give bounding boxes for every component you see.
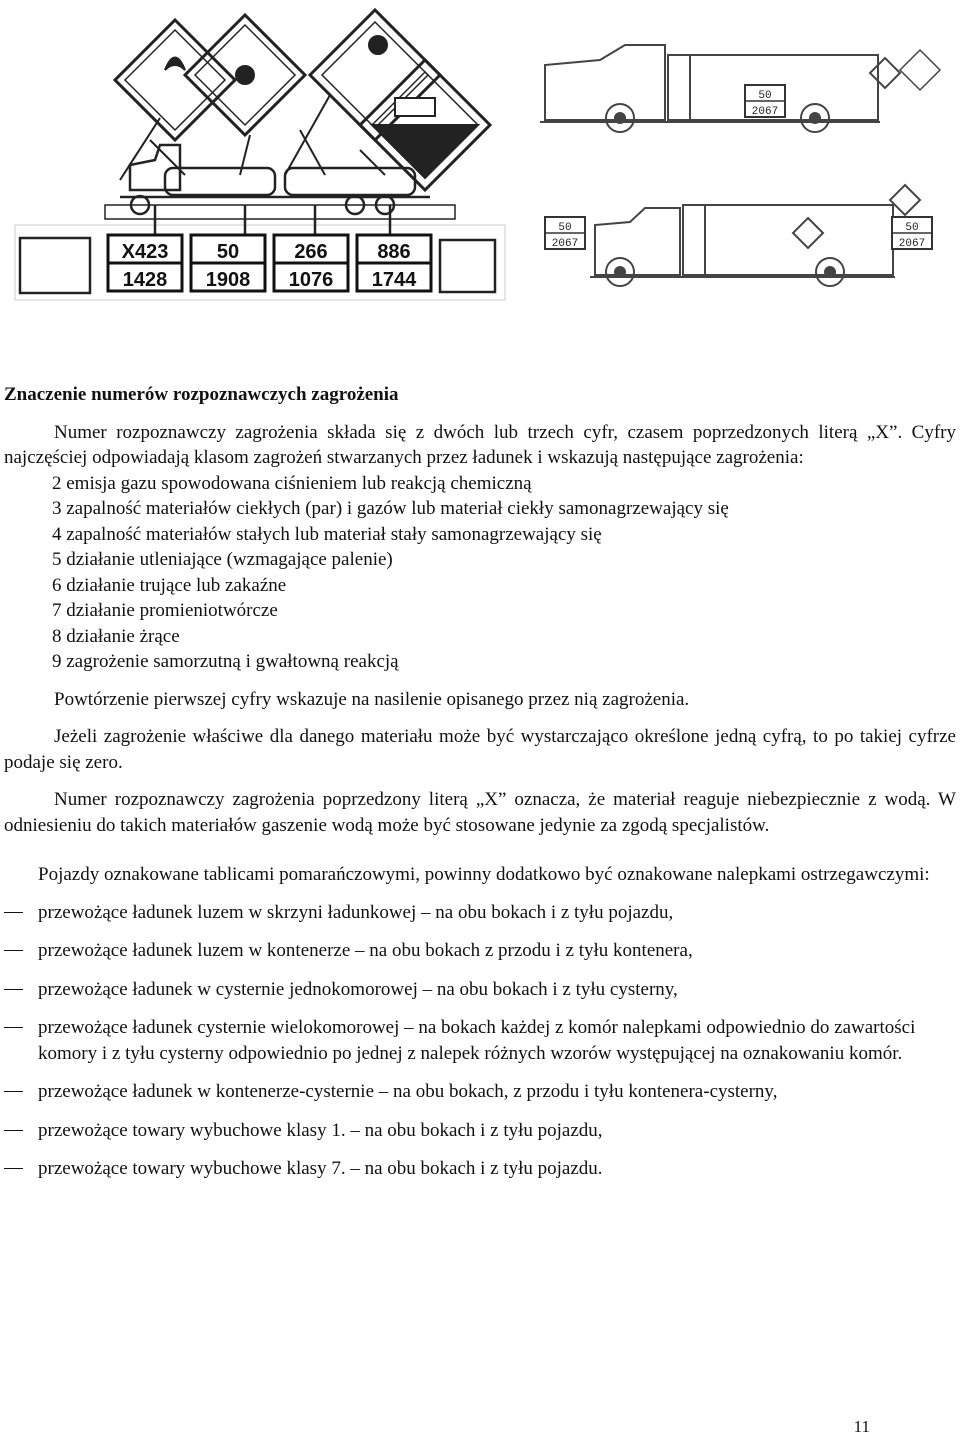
hazard-item: 2 emisja gazu spowodowana ciśnieniem lub reakcją chemiczną [52, 472, 532, 494]
hazard-item: 6 działanie trujące lub zakaźne [52, 574, 287, 596]
dump-truck-icon [540, 45, 940, 132]
list-item [4, 900, 956, 926]
dash-icon [4, 1027, 23, 1028]
plate-bottom-text: 2067 [898, 238, 926, 250]
hazard-item: 7 działanie promieniotwórcze [52, 600, 278, 621]
orange-plate [274, 235, 348, 291]
list-item [4, 1156, 956, 1182]
list-item-text: przewożące ładunek luzem w skrzyni ładunkowej – na obu bokach i z tyłu pojazdu, [38, 901, 674, 923]
dash-icon [4, 912, 23, 913]
document-body [4, 382, 956, 1195]
plate-top-text: 886 [377, 241, 411, 263]
plate-bottom-text: 1908 [205, 269, 251, 291]
orange-plate [745, 85, 785, 118]
orange-plate [892, 217, 932, 250]
plate-bottom-text: 2067 [751, 106, 779, 118]
plate-top-text: 266 [294, 241, 328, 263]
hazard-figure [0, 0, 960, 330]
list-item [4, 1015, 956, 1066]
hazard-diamond-icon [115, 20, 235, 140]
dash-icon [4, 1130, 23, 1131]
plate-top-text: 50 [905, 222, 919, 234]
list-item-text: przewożące ładunek w kontenerze-cysternie – na obu bokach, z przodu i tyłu kontenera-cysterny, [38, 1081, 778, 1102]
page-number: 11 [853, 1417, 870, 1436]
dash-icon [4, 1168, 23, 1169]
plate-top-text: 50 [558, 222, 572, 234]
tanker-truck-icon [105, 145, 455, 235]
plate-bottom-text: 1744 [371, 269, 417, 291]
list-item [4, 977, 956, 1003]
plate-top-text: 50 [216, 241, 240, 263]
hazard-item: 8 działanie żrące [52, 625, 180, 647]
list-item-text: przewożące towary wybuchowe klasy 7. – na obu bokach i z tyłu pojazdu. [38, 1158, 603, 1179]
list-item-text: przewożące ładunek w cysternie jednokomorowej – na obu bokach i z tyłu cysterny, [38, 978, 678, 1000]
dash-icon [4, 989, 23, 990]
hazard-diamond-icon [310, 10, 440, 140]
intro-paragraph: Numer rozpoznawczy zagrożenia składa się z dwóch lub trzech cyfr, czasem poprzedzonych literą „X”. Cyfry najczęściej odpowiadają klasom zagrożeń stwarzanych przez ładunek i wskazują następujące zagrożenia: [4, 421, 956, 468]
dump-truck-icon [590, 185, 920, 286]
orange-plate [545, 217, 585, 250]
x-paragraph: Numer rozpoznawczy zagrożenia poprzedzony literą „X” oznacza, że materiał reaguje niebezpiecznie z wodą. W odniesieniu do takich materiałów gaszenie wodą może być stosowane jedynie za zgodą specjalistów. [4, 789, 956, 836]
plate-top-text: X423 [121, 241, 169, 263]
list-item [4, 938, 956, 964]
plate-top-text: 50 [758, 90, 772, 102]
zero-paragraph: Jeżeli zagrożenie właściwe dla danego materiału może być wystarczająco określone jedną cyfrą, to po takiej cyfrze podaje się zero. [4, 726, 956, 773]
hazard-item: 5 działanie utleniające (wzmagające palenie) [52, 549, 393, 570]
list-item [4, 1118, 956, 1144]
plate-bottom-text: 1428 [122, 269, 168, 291]
left-plates [108, 235, 431, 291]
hazard-illustration [0, 0, 960, 330]
orange-plate [108, 235, 182, 291]
hazard-list [4, 471, 956, 675]
section-heading: Znaczenie numerów rozpoznawczych zagrożenia [4, 384, 399, 405]
hazard-diamond-icon [185, 15, 305, 135]
plate-bottom-text: 1076 [288, 269, 334, 291]
list-item-text: przewożące ładunek luzem w kontenerze – na obu bokach z przodu i z tyłu kontenera, [38, 940, 693, 961]
vehicles-paragraph: Pojazdy oznakowane tablicami pomarańczowymi, powinny dodatkowo być oznakowane nalepkami ostrzegawczymi: [38, 864, 930, 885]
list-item [4, 1079, 956, 1105]
repeat-paragraph: Powtórzenie pierwszej cyfry wskazuje na nasilenie opisanego przez nią zagrożenia. [54, 688, 690, 710]
dash-icon [4, 950, 23, 951]
dash-icon [4, 1091, 23, 1092]
plate-bottom-text: 2067 [551, 238, 579, 250]
hazard-item: 4 zapalność materiałów stałych lub materiał stały samonagrzewający się [52, 523, 602, 545]
hazard-item: 3 zapalność materiałów ciekłych (par) i gazów lub materiał ciekły samonagrzewający się [52, 498, 729, 519]
orange-plate [357, 235, 431, 291]
labeling-list [4, 900, 956, 1182]
list-item-text: przewożące ładunek cysternie wielokomorowej – na bokach każdej z komór nalepkami odpowiednio do zawartości komory i z tyłu cysterny odpowiednio po jednej z nalepek różnych wzorów występującej na oznakowaniu komór. [38, 1017, 916, 1064]
orange-plate [191, 235, 265, 291]
list-item-text: przewożące towary wybuchowe klasy 1. – na obu bokach i z tyłu pojazdu, [38, 1119, 603, 1141]
hazard-item: 9 zagrożenie samorzutną i gwałtowną reakcją [52, 651, 399, 672]
